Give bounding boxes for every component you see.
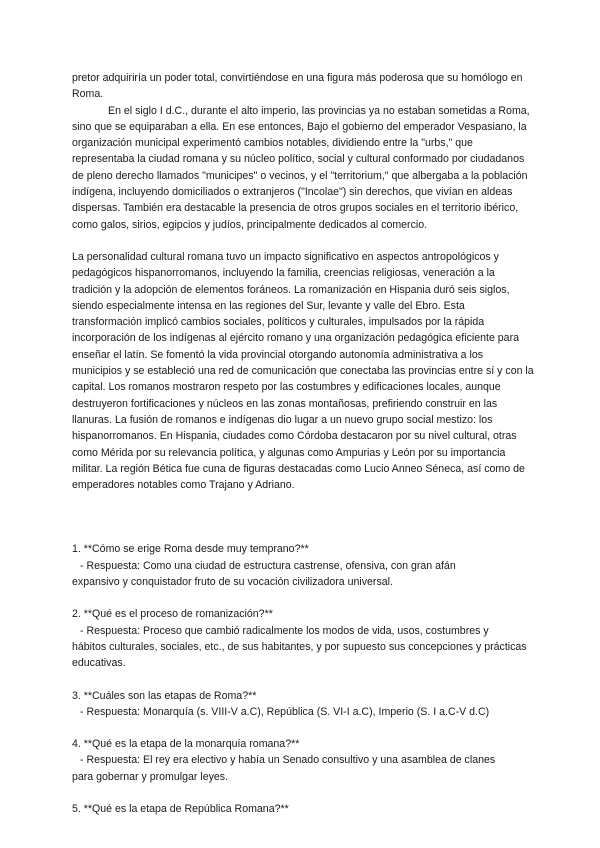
section-spacer <box>72 493 534 541</box>
qa-answer-continued: hábitos culturales, sociales, etc., de sus habitantes, y por supuesto sus concepciones y prácticas educativas. <box>72 640 527 670</box>
qa-answer: - Respuesta: Como una ciudad de estructura castrense, ofensiva, con gran afán <box>80 559 456 572</box>
qa-answer: - Respuesta: Monarquía (s. VIII-V a.C), República (S. VI-I a.C), Imperio (S. I a.C-V d.C) <box>80 705 490 718</box>
qa-item <box>72 606 534 671</box>
qa-question: 5. **Qué es la etapa de República Romana?** <box>72 802 289 815</box>
qa-answer: - Respuesta: El rey era electivo y había un Senado consultivo y una asamblea de clanes <box>80 754 496 767</box>
intro-paragraph: En el siglo I d.C., durante el alto imperio, las provincias ya no estaban sometidas a Roma, sino que se equiparaban a ella. En ese entonces, Bajo el gobierno del emperador Vespasiano, la organización municipal experimentó cambios notables, dividiendo entre la "urbs," que representaba la ciudad romana y su núcleo político, social y cultural conformado por ciudadanos de pleno derecho llamados "municipes" o vecinos, y el "territorium," que albergaba a la población indígena, incluyendo domiciliados o extranjeros ("Incolae") sin derechos, que vivían en aldeas dispersas. También era destacable la presencia de otros grupos sociales en el territorio ibérico, como galos, sirios, egipcios y judíos, principalmente dedicados al comercio. <box>72 104 530 231</box>
qa-item <box>72 801 534 817</box>
qa-question: 4. **Qué es la etapa de la monarquía romana?** <box>72 738 300 751</box>
qa-question: 1. **Cómo se erige Roma desde muy temprano?** <box>72 543 309 556</box>
intro-carry-text: pretor adquiriría un poder total, convirtiéndose en una figura más poderosa que su homólogo en Roma. <box>72 72 523 101</box>
qa-question: 2. **Qué es el proceso de romanización?** <box>72 608 273 621</box>
qa-item <box>72 736 534 785</box>
qa-item <box>72 688 534 721</box>
qa-item <box>72 541 534 590</box>
qa-answer-continued: expansivo y conquistador fruto de su vocación civilizadora universal. <box>72 576 393 589</box>
qa-answer: - Respuesta: Proceso que cambió radicalmente los modos de vida, usos, costumbres y <box>80 624 489 637</box>
qa-question: 3. **Cuáles son las etapas de Roma?** <box>72 689 257 702</box>
qa-answer-continued: para gobernar y promulgar leyes. <box>72 770 229 783</box>
culture-paragraph: La personalidad cultural romana tuvo un impacto significativo en aspectos antropológicos y pedagógicos hispanorromanos, incluyendo la familia, creencias religiosas, veneración a la tradición y la adopción de elementos foráneos. La romanización en Hispania duró seis siglos, siendo especialmente intensa en las regiones del Sur, levante y valle del Ebro. Esta transformación implicó cambios sociales, políticos y culturales, impulsados por la rápida incorporación de los indígenas al ejército romano y una organización pedagógica eficiente para enseñar el latín. Se fomentó la vida provincial otorgando autonomía administrativa a los municipios y se estableció una red de comunicación que conectaba las provincias entre sí y con la capital. Los romanos mostraron respeto por las costumbres y edificaciones locales, aunque destruyeron fortificaciones y núcleos en las zonas montañosas, prefiriendo construir en las llanuras. La fusión de romanos e indígenas dio lugar a un nuevo grupo social mestizo: los hispanorromanos. En Hispania, ciudades como Córdoba destacaron por su nivel cultural, otras como Mérida por su relevancia política, y algunas como Ampurias y León por su importancia militar. La región Bética fue cuna de figuras destacadas como Lucio Anneo Séneca, así como de emperadores notables como Trajano y Adriano. <box>72 250 534 492</box>
paragraph-spacer <box>72 233 534 249</box>
qa-list <box>72 541 534 817</box>
